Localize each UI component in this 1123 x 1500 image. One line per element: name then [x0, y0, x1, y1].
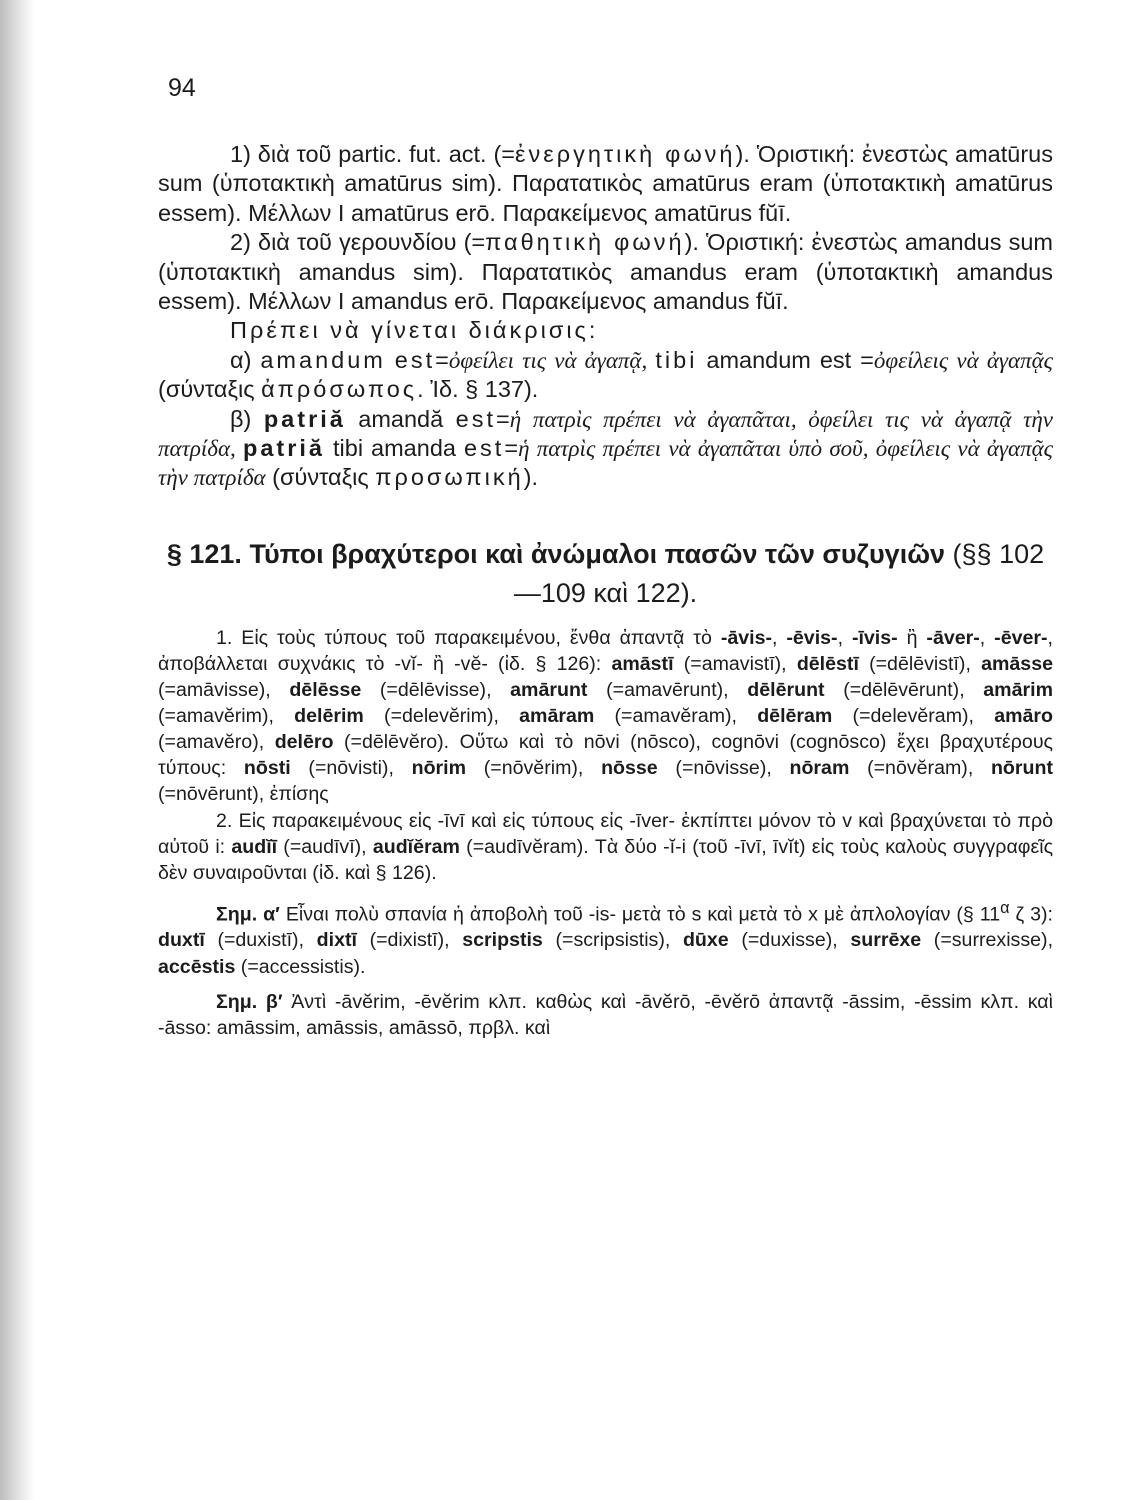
- section-title: Τύποι βραχύτεροι καὶ ἀνώμαλοι πασῶν τῶν συζυγιῶν: [249, 538, 946, 569]
- paragraph-example-alpha: α) amandum est=ὀφείλει τις νὰ ἀγαπᾷ, tibi amandum est =ὀφείλεις νὰ ἀγαπᾷς (σύνταξις ἀπρόσωπος. Ἰδ. § 137).: [158, 346, 1053, 403]
- paragraph-distinction: Πρέπει νὰ γίνεται διάκρισις:: [230, 317, 599, 344]
- section-number: § 121.: [166, 538, 242, 569]
- paragraph-passive-periphrastic: 2) διὰ τοῦ γερουνδίου (=παθητικὴ φωνή). Ὁριστική: ἐνεστὼς amandus sum (ὑποτακτικὴ amandus sim). Παρατατικὸς amandus eram (ὑποτακτικὴ amandus essem). Μέλλων I amandus erō. Παρακείμενος amandus fŭī.: [158, 229, 1053, 315]
- section-refs: (§§ 102—109 καὶ 122).: [513, 538, 1045, 608]
- paragraph-active-periphrastic: 1) διὰ τοῦ partic. fut. act. (=ἐνεργητικὴ φωνή). Ὁριστική: ἐνεστὼς amatūrus sum (ὑποτακτικὴ amatūrus sim). Παρατατικὸς amatūrus eram (ὑποτακτικὴ amatūrus essem). Μέλλων I amatūrus erō. Παρακείμενος amatūrus fŭī.: [158, 141, 1053, 226]
- page-number: 94: [168, 74, 196, 102]
- note-alpha: Σημ. α′ Εἶναι πολὺ σπανία ἡ ἀποβολὴ τοῦ -is- μετὰ τὸ s καὶ μετὰ τὸ x μὲ ἀπλολογίαν (§ $11^\alpha$ ζ 3): duxtī (=duxistī), dixtī (=dixistī), scripstis (=scripsistis), dūxe (=duxisse), surrēxe (=surrexisse), accēstis (=accessistis).: [158, 898, 1054, 978]
- section-heading: [158, 535, 1053, 613]
- note-beta: Σημ. β′ Ἀντὶ -āvĕrim, -ēvĕrim κλπ. καθὼς καὶ -āvĕrō, -ēvĕrō ἀπαντᾷ -āssim, -ēssim κλπ. καὶ -āsso: amāssim, amāssis, amāssō, πρβλ. καὶ: [158, 990, 1053, 1039]
- page-body: [158, 140, 1053, 1041]
- paragraph-perfect-short-forms: 1. Εἰς τοὺς τύπους τοῦ παρακειμένου, ἔνθα ἀπαντᾷ τὸ -āvis-, -ēvis-, -īvis- ἢ -āver-, -ēver-, ἀποβάλλεται συχνάκις τὸ -vĭ- ἢ -vĕ- (ἰδ. § 126): amāstī (=amavistī), dēlēstī (=dēlēvistī), amāsse (=amāvisse), dēlēsse (=dēlēvisse), amārunt (=amavērunt), dēlērunt (=dēlēvērunt), amārim (=amavĕrim), delērim (=delevĕrim), amāram (=amavĕram), dēlēram (=delevĕram), amāro (=amavĕro), delēro (=dēlēvĕro). Οὕτω καὶ τὸ nōvi (nōsco), cognōvi (cognōsco) ἔχει βραχυτέρους τύπους: nōsti (=nōvisti), nōrim (=nōvĕrim), nōsse (=nōvisse), nōram (=nōvĕram), nōrunt (=nōvērunt), ἐπίσης: [158, 626, 1054, 806]
- scan-edge-shadow: [0, 0, 34, 1500]
- paragraph-example-beta: β) patriă amandă est=ἡ πατρὶς πρέπει νὰ ἀγαπᾶται, ὀφείλει τις νὰ ἀγαπᾷ τὴν πατρίδα, patriă tibi amanda est=ἡ πατρὶς πρέπει νὰ ἀγαπᾶται ὑπὸ σοῦ, ὀφείλεις νὰ ἀγαπᾷς τὴν πατρίδα (σύνταξις προσωπική).: [158, 405, 1053, 491]
- paragraph-ivi-short-forms: 2. Εἰς παρακειμένους εἰς -īvī καὶ εἰς τύπους εἰς -īver- ἐκπίπτει μόνον τὸ v καὶ βραχύνεται τὸ πρὸ αὐτοῦ i: audĭī (=audīvī), audĭĕram (=audīvĕram). Τὰ δύο -ĭ-i (τοῦ -īvī, īvĭt) εἰς τοὺς καλοὺς συγγραφεῖς δὲν συναιροῦνται (ἰδ. καὶ § 126).: [158, 809, 1054, 884]
